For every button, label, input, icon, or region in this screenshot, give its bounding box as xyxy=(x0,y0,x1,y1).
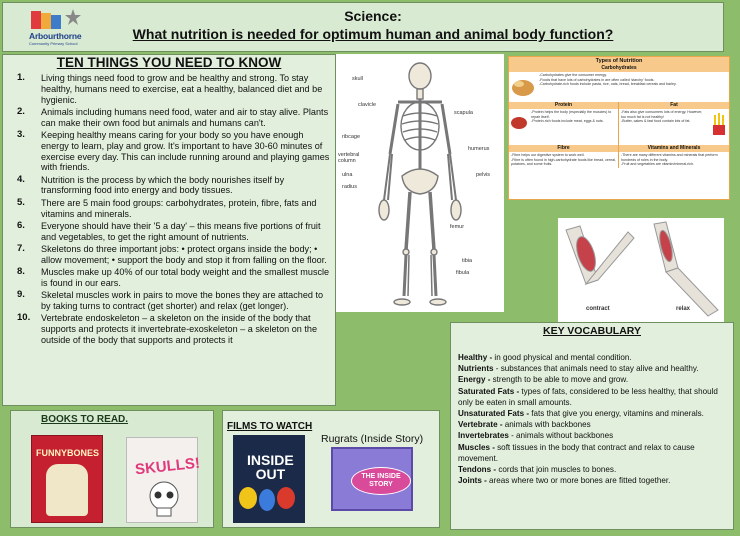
film-label-rugrats: Rugrats (Inside Story) xyxy=(321,433,424,445)
list-item xyxy=(9,175,333,197)
item-number: 5. xyxy=(17,196,25,208)
vitamins-heading: Vitamins and Minerals xyxy=(619,145,729,152)
logo-text: Arbourthorne xyxy=(29,31,82,41)
fat-line: -Fats also give consumers lots of energy. However, too much fat is not healthy! xyxy=(621,110,703,119)
protein-line: -Protein-rich foods include meat, eggs & nuts. xyxy=(531,119,604,124)
ulna-label: ulna xyxy=(342,172,353,178)
protein-heading: Protein xyxy=(509,102,618,109)
fat-heading: Fat xyxy=(619,102,729,109)
vitamins-line: -There are many different vitamins and minerals that perform hundreds of roles in the body. xyxy=(621,153,718,162)
vocab-term: Vertebrate - xyxy=(458,420,503,430)
film-title-line: OUT xyxy=(255,466,286,482)
item-text: Living things need food to grow and be healthy and strong. To stay healthy, humans need to exercise, eat a healthy, balanced diet and be hygienic. xyxy=(41,73,323,105)
vocab-definition: areas where two or more bones are fitted together. xyxy=(486,476,671,486)
vocab-definition: strength to be able to move and grow. xyxy=(490,375,629,385)
list-item xyxy=(9,73,333,105)
list-item xyxy=(9,313,333,345)
meat-icon xyxy=(509,109,529,145)
vocab-item xyxy=(458,475,730,486)
pelvis-label: pelvis xyxy=(476,172,491,178)
femur-label: femur xyxy=(450,224,465,230)
fibre-heading: Fibre xyxy=(509,145,618,152)
vocab-term: Invertebrates xyxy=(458,431,509,441)
vocab-definition: fats that give you energy, vitamins and minerals. xyxy=(529,409,704,419)
clavicle-label: clavicle xyxy=(358,102,377,108)
list-item xyxy=(9,221,333,243)
vocab-term: Joints - xyxy=(458,476,487,486)
page-title-subject: Science: xyxy=(344,8,402,24)
item-number: 1. xyxy=(17,72,25,83)
film-poster-inside-out[interactable] xyxy=(233,435,305,523)
film-poster-rugrats[interactable] xyxy=(331,447,413,511)
films-heading: FILMS TO WATCH xyxy=(227,421,313,432)
book-title: FUNNYBONES xyxy=(36,448,100,458)
vocab-term: Nutrients xyxy=(458,364,494,374)
key-vocabulary-panel xyxy=(450,322,734,530)
item-number: 9. xyxy=(17,289,25,301)
item-text: Muscles make up 40% of our total body weight and the smallest muscle is found in our ears. xyxy=(41,267,330,288)
vocab-definition: soft tissues in the body that contract and relax to cause movement. xyxy=(458,442,695,463)
relax-label: relax xyxy=(676,306,691,312)
film-title: THE INSIDE STORY xyxy=(351,467,411,495)
vocab-item xyxy=(458,419,730,430)
fibre-line: -Fibre is often found in high-carbohydrate foods like bread, cereal, potatoes, and some fruits. xyxy=(511,157,616,167)
nutrition-table-title: Types of Nutrition xyxy=(509,57,729,65)
vocabulary-heading: KEY VOCABULARY xyxy=(542,325,641,337)
book-title: SKULLS! xyxy=(134,454,201,479)
ten-things-panel xyxy=(2,54,336,406)
item-number: 8. xyxy=(17,266,25,278)
vocab-definition: cords that join muscles to bones. xyxy=(496,465,617,475)
protein-line: -Protein helps the body (especially the muscles) to repair itself. xyxy=(531,110,612,119)
vocab-definition: - substances that animals need to stay alive and healthy. xyxy=(493,364,699,374)
item-number: 7. xyxy=(17,242,25,254)
books-heading: BOOKS TO READ. xyxy=(41,414,129,425)
carbohydrates-heading: Carbohydrates xyxy=(509,65,729,72)
ten-things-list xyxy=(9,73,333,347)
fries-icon xyxy=(709,109,729,145)
vocab-item xyxy=(458,386,730,408)
books-panel xyxy=(10,410,214,528)
vocab-item xyxy=(458,408,730,419)
item-text: Vertebrate endoskeleton – a skeleton on the inside of the body that supports and protects it invertebrate-exoskeleton – a skeleton on the outside of the body that supports and protects it xyxy=(41,313,318,345)
item-text: Animals including humans need food, water and air to stay alive. Plants can make their own food but animals and humans can't. xyxy=(41,106,329,128)
fat-line: -Butter, cakes & fast food contain lots of fat. xyxy=(621,119,691,124)
tibia-label: tibia xyxy=(462,258,473,264)
list-item xyxy=(9,267,333,289)
list-item xyxy=(9,244,333,266)
list-item xyxy=(9,107,333,129)
vocab-item xyxy=(458,464,730,475)
vocab-term: Muscles - xyxy=(458,442,495,452)
carbohydrates-line: -Foods that have lots of carbohydrates in are often called 'starchy' foods. xyxy=(539,77,655,82)
item-text: There are 5 main food groups: carbohydrates, protein, fibre, fats and vitamins and minerals. xyxy=(41,197,317,219)
item-number: 2. xyxy=(17,105,25,117)
vocab-item xyxy=(458,363,730,374)
skeleton-icon xyxy=(46,464,88,516)
skeleton-diagram xyxy=(336,54,504,312)
film-title xyxy=(247,453,294,481)
fibre-line: -Fibre helps our digestive system to work well. xyxy=(511,153,585,157)
item-text: Skeletons do three important jobs: • protect organs inside the body; • allow movement; • support the body and stop it from falling on the floor. xyxy=(41,243,327,265)
vocab-definition: types of fats, considered to be less healthy, that should only be eaten in small amounts. xyxy=(458,386,718,407)
item-number: 3. xyxy=(17,128,25,140)
carbohydrates-line: -Carbohydrate-rich foods include pasta, rice, oats, bread, breakfast cereals and barley. xyxy=(539,82,677,87)
item-number: 4. xyxy=(17,173,25,185)
radius-label: radius xyxy=(342,184,357,190)
list-item xyxy=(9,130,333,173)
scapula-label: scapula xyxy=(454,110,473,116)
vocab-term: Energy - xyxy=(458,375,491,385)
skull-icon xyxy=(147,480,181,518)
item-number: 6. xyxy=(17,219,25,231)
header-banner xyxy=(2,2,724,52)
nutrition-types-table xyxy=(508,56,730,200)
character-icon xyxy=(277,487,295,509)
vocab-item xyxy=(458,352,730,363)
ribcage-label: ribcage xyxy=(342,134,361,140)
humerus-label: humerus xyxy=(468,146,490,152)
muscles-diagram xyxy=(558,218,724,322)
films-panel xyxy=(222,410,440,528)
character-icon xyxy=(239,487,257,509)
skeleton-illustration xyxy=(336,54,504,312)
book-cover-skulls[interactable] xyxy=(126,437,201,523)
list-item xyxy=(9,198,333,220)
logo-subtext: Community Primary School xyxy=(29,41,78,46)
contract-label: contract xyxy=(586,306,610,312)
vocab-term: Tendons - xyxy=(458,465,497,475)
skull-label: skull xyxy=(352,76,364,82)
item-text: Keeping healthy means caring for your body so you have enough energy to learn, play and grow. It's important to have 30-60 minutes of exercise every day. This can include running around and playing games with friends. xyxy=(41,129,330,173)
fibula-label: fibula xyxy=(456,270,470,276)
book-cover-funnybones[interactable] xyxy=(31,435,103,523)
vocab-item xyxy=(458,374,730,385)
vocab-term: Saturated Fats - xyxy=(458,386,520,396)
vocab-term: Unsaturated Fats - xyxy=(458,409,530,419)
vocab-definition: in good physical and mental condition. xyxy=(492,353,632,362)
vocabulary-list xyxy=(458,352,730,486)
vocab-item xyxy=(458,442,730,464)
bread-icon xyxy=(509,72,537,102)
item-number: 10. xyxy=(17,312,31,324)
school-logo xyxy=(29,7,93,51)
vertebral-column-label: vertebral column xyxy=(338,152,360,164)
item-text: Skeletal muscles work in pairs to move the bones they are attached to by taking turns to contract (get shorter) and relax (get longer). xyxy=(41,290,324,311)
vocab-definition: - animals without backbones xyxy=(508,431,614,441)
vocab-item xyxy=(458,430,730,441)
vitamins-line: -Fruit and vegetables are vitamin/mineral-rich. xyxy=(621,162,695,167)
vocab-definition: animals with backbones xyxy=(502,420,591,430)
item-text: Nutrition is the process by which the body nourishes itself by transforming food into energy and body tissues. xyxy=(41,174,285,196)
character-icon xyxy=(259,489,275,511)
page-title-question: What nutrition is needed for optimum human and animal body function? xyxy=(132,26,614,42)
vocab-term: Healthy - xyxy=(458,353,493,362)
ten-things-heading: TEN THINGS YOU NEED TO KNOW xyxy=(56,55,282,70)
film-title-line: INSIDE xyxy=(247,452,294,468)
muscle-arms-illustration xyxy=(558,218,724,322)
list-item xyxy=(9,290,333,312)
item-text: Everyone should have their '5 a day' – this means five portions of fruit and vegetables, to get the right amount of nutrients. xyxy=(41,220,321,242)
carbohydrates-line: -Carbohydrates give the consumer energy. xyxy=(539,73,607,77)
